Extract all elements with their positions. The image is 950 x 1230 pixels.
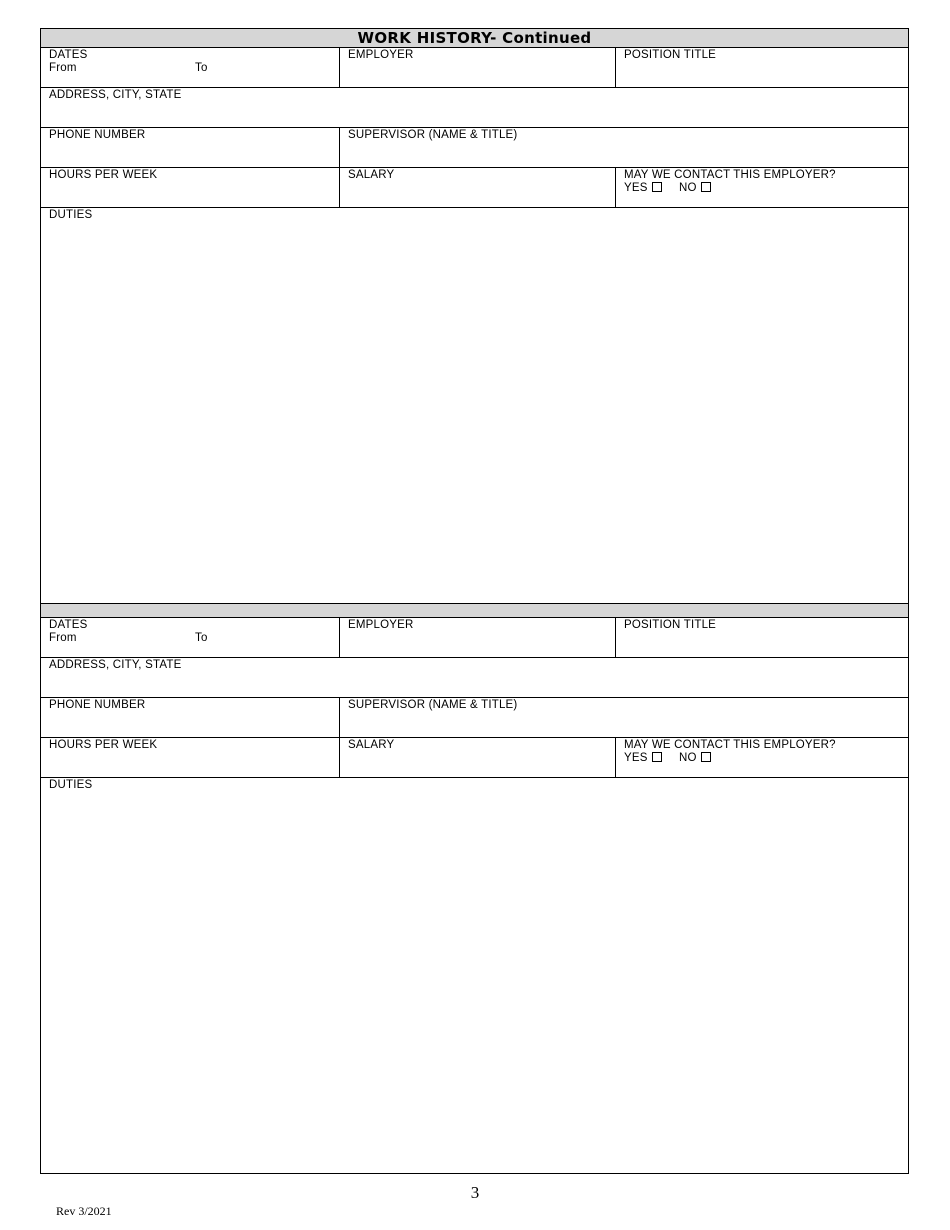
no-checkbox[interactable]: [701, 182, 711, 192]
position-title-label: POSITION TITLE: [624, 49, 717, 61]
dates-label: DATES: [49, 619, 88, 631]
address-label: ADDRESS, CITY, STATE: [49, 89, 182, 101]
contact-question: MAY WE CONTACT THIS EMPLOYER?: [624, 739, 836, 751]
yes-label: YES: [624, 752, 648, 764]
contact-question: MAY WE CONTACT THIS EMPLOYER?: [624, 169, 836, 181]
position-title-field[interactable]: [616, 618, 908, 657]
phone-supervisor-row: [41, 128, 908, 168]
contact-field: [616, 168, 908, 207]
section-divider: [41, 604, 908, 618]
hours-salary-contact-row: [41, 738, 908, 778]
revision-date: Rev 3/2021: [56, 1204, 112, 1218]
from-label: From: [49, 62, 77, 74]
to-label: To: [195, 62, 208, 74]
no-label: NO: [679, 752, 697, 764]
employer-label: EMPLOYER: [348, 619, 414, 631]
address-label: ADDRESS, CITY, STATE: [49, 659, 182, 671]
dates-employer-position-row: [41, 618, 908, 658]
salary-label: SALARY: [348, 169, 395, 181]
hours-field[interactable]: [41, 168, 340, 207]
salary-field[interactable]: [340, 168, 616, 207]
yes-checkbox[interactable]: [652, 752, 662, 762]
hours-label: HOURS PER WEEK: [49, 169, 158, 181]
supervisor-field[interactable]: [340, 128, 908, 167]
supervisor-label: SUPERVISOR (NAME & TITLE): [348, 129, 518, 141]
dates-field[interactable]: [41, 618, 340, 657]
dates-employer-position-row: [41, 48, 908, 88]
supervisor-field[interactable]: [340, 698, 908, 737]
dates-label: DATES: [49, 49, 88, 61]
section-title: WORK HISTORY- Continued: [41, 29, 908, 48]
dates-field[interactable]: [41, 48, 340, 87]
phone-supervisor-row: [41, 698, 908, 738]
position-title-label: POSITION TITLE: [624, 619, 717, 631]
duties-label: DUTIES: [49, 779, 93, 791]
hours-field[interactable]: [41, 738, 340, 777]
hours-salary-contact-row: [41, 168, 908, 208]
phone-field[interactable]: [41, 698, 340, 737]
no-checkbox[interactable]: [701, 752, 711, 762]
phone-field[interactable]: [41, 128, 340, 167]
address-field[interactable]: [41, 658, 908, 697]
duties-label: DUTIES: [49, 209, 93, 221]
page-number: 3: [470, 1183, 480, 1202]
salary-field[interactable]: [340, 738, 616, 777]
address-field[interactable]: [41, 88, 908, 127]
from-label: From: [49, 632, 77, 644]
employer-entry-1: [41, 48, 908, 604]
phone-label: PHONE NUMBER: [49, 699, 146, 711]
address-row: [41, 658, 908, 698]
employer-field[interactable]: [340, 618, 616, 657]
to-label: To: [195, 632, 208, 644]
hours-label: HOURS PER WEEK: [49, 739, 158, 751]
salary-label: SALARY: [348, 739, 395, 751]
address-row: [41, 88, 908, 128]
duties-field[interactable]: [41, 208, 908, 604]
no-label: NO: [679, 182, 697, 194]
position-title-field[interactable]: [616, 48, 908, 87]
employer-label: EMPLOYER: [348, 49, 414, 61]
employer-field[interactable]: [340, 48, 616, 87]
supervisor-label: SUPERVISOR (NAME & TITLE): [348, 699, 518, 711]
contact-field: [616, 738, 908, 777]
phone-label: PHONE NUMBER: [49, 129, 146, 141]
work-history-form: [40, 28, 909, 1174]
duties-field[interactable]: [41, 778, 908, 792]
yes-label: YES: [624, 182, 648, 194]
employer-entry-2: [41, 618, 908, 792]
yes-checkbox[interactable]: [652, 182, 662, 192]
